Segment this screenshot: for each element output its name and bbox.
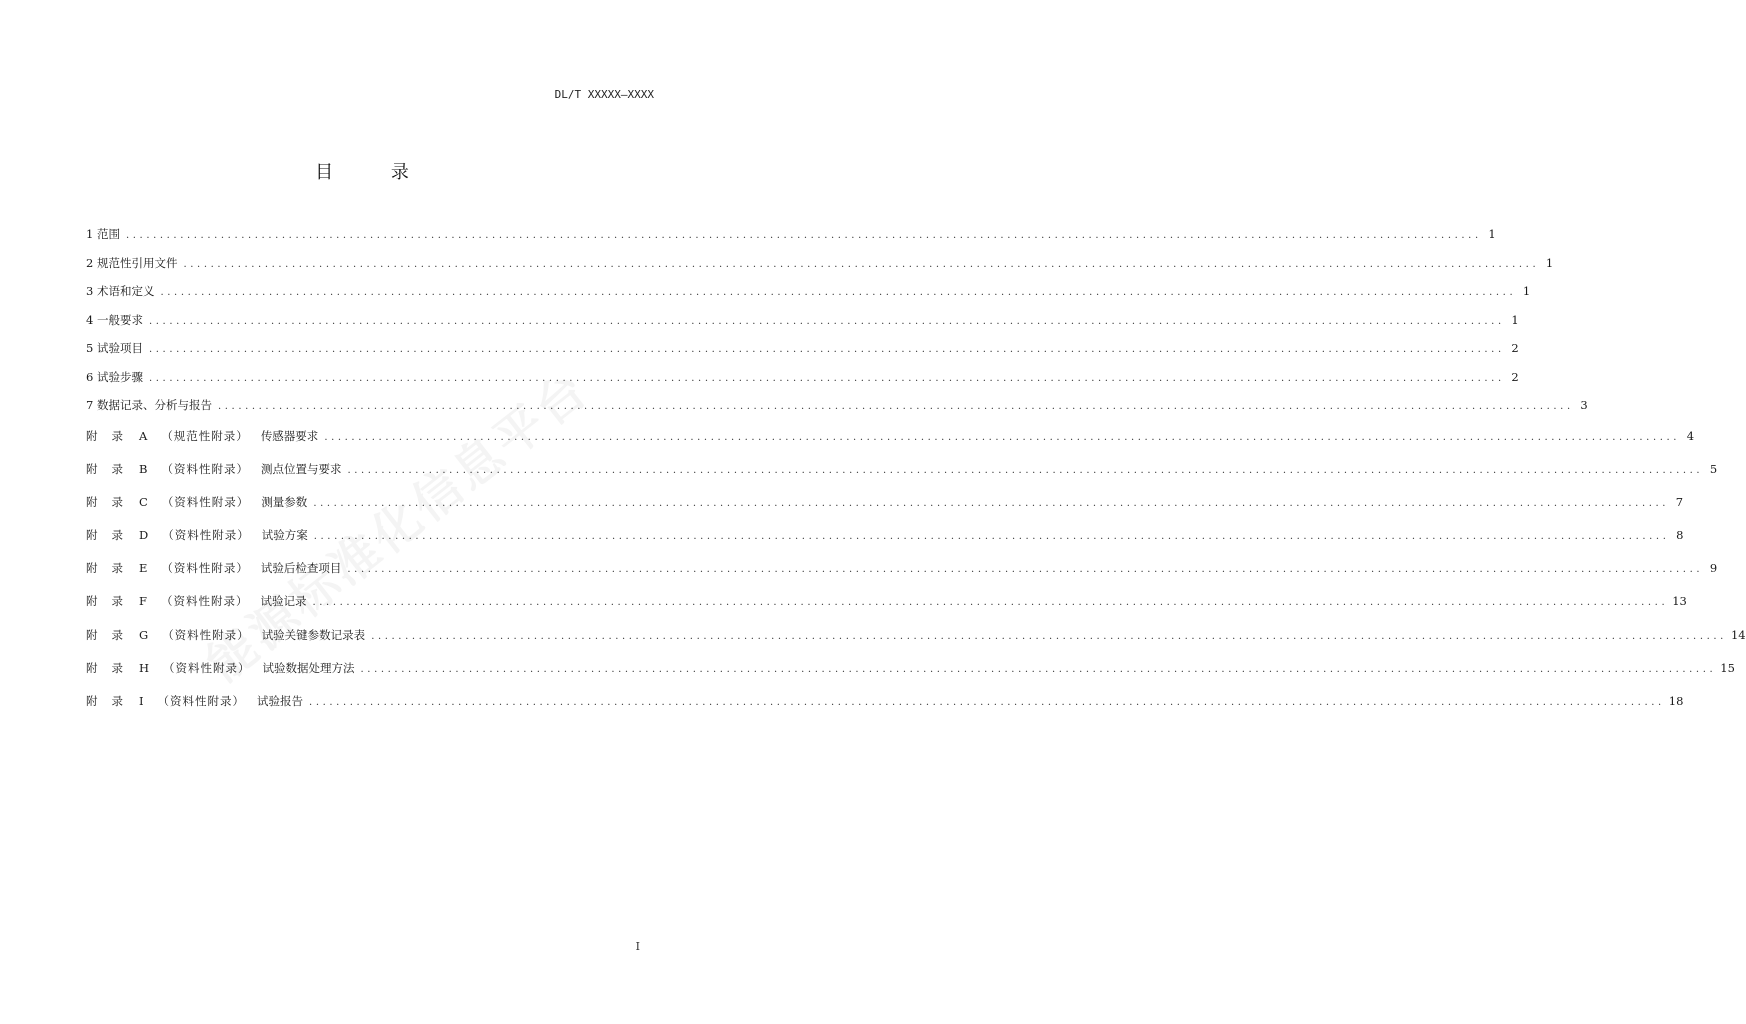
appendix-prefix: 附录: [86, 461, 137, 476]
toc-entry-page: 7: [1675, 494, 1684, 509]
appendix-letter: C: [139, 494, 148, 509]
dot-leader: ........................................................................................................................................................................................................: [183, 258, 1540, 270]
appendix-type: （资料性附录）: [162, 627, 250, 642]
appendix-type: （资料性附录）: [160, 594, 249, 609]
appendix-title: 测量参数: [261, 494, 308, 509]
toc-appendix-b[interactable]: [86, 453, 1718, 486]
appendix-letter: E: [139, 561, 148, 576]
dot-leader: ........................................................................................................................................................................................................: [312, 597, 1669, 609]
dot-leader: ........................................................................................................................................................................................................: [309, 697, 1665, 708]
toc-entry[interactable]: [86, 306, 1519, 335]
dot-leader: ........................................................................................................................................................................................................: [160, 287, 1517, 298]
toc-entry-page: 2: [1511, 369, 1519, 384]
appendix-letter: A: [139, 428, 148, 443]
toc-entry-page: 8: [1676, 528, 1684, 543]
toc-appendix-d[interactable]: [86, 519, 1684, 552]
toc-entry[interactable]: [86, 363, 1519, 392]
appendix-title: 试验数据处理方法: [262, 660, 355, 675]
appendix-prefix: 附录: [86, 627, 137, 642]
toc-entry-page: 1: [1511, 312, 1519, 327]
appendix-letter: B: [139, 461, 148, 476]
dot-leader: ........................................................................................................................................................................................................: [125, 230, 1482, 241]
toc-entry-page: 18: [1668, 694, 1684, 708]
toc-appendix-h[interactable]: [86, 652, 1735, 685]
appendix-prefix: 附录: [86, 428, 137, 443]
appendix-title: 试验方案: [261, 528, 308, 543]
toc-entry[interactable]: [86, 334, 1519, 363]
toc-entry-page: 4: [1686, 428, 1695, 443]
appendix-title: 传感器要求: [260, 428, 319, 443]
toc-entry-label: 1 范围: [86, 227, 120, 241]
page-title: 目 录: [315, 162, 435, 183]
toc-entry-page: 13: [1672, 594, 1687, 609]
dot-leader: ........................................................................................................................................................................................................: [347, 464, 1704, 476]
page-number: I: [635, 940, 640, 953]
toc-entry-page: 1: [1545, 255, 1554, 270]
dot-leader: ........................................................................................................................................................................................................: [324, 431, 1681, 443]
appendix-type: （资料性附录）: [162, 528, 250, 543]
appendix-letter: H: [139, 660, 150, 675]
dot-leader: ........................................................................................................................................................................................................: [148, 372, 1505, 384]
toc-entry-label: 4 一般要求: [86, 312, 143, 327]
toc-appendix-g[interactable]: [86, 619, 1746, 652]
appendix-letter: F: [139, 594, 147, 609]
appendix-prefix: 附录: [86, 594, 137, 609]
dot-leader: ........................................................................................................................................................................................................: [347, 564, 1704, 576]
toc-entry-label: 7 数据记录、分析与报告: [86, 398, 212, 412]
dot-leader: ........................................................................................................................................................................................................: [148, 315, 1505, 327]
toc-entry-page: 1: [1522, 284, 1531, 298]
dot-leader: ........................................................................................................................................................................................................: [217, 401, 1574, 412]
appendix-prefix: 附录: [86, 694, 137, 708]
dot-leader: ........................................................................................................................................................................................................: [360, 663, 1717, 675]
toc-entry[interactable]: [86, 277, 1531, 306]
appendix-type: （规范性附录）: [161, 428, 249, 443]
document-code: DL/T XXXXX—XXXX: [554, 88, 654, 101]
appendix-prefix: 附录: [86, 528, 137, 543]
toc-entry-page: 2: [1511, 341, 1519, 355]
toc-appendix-f[interactable]: [86, 585, 1687, 618]
appendix-title: 测点位置与要求: [260, 461, 342, 476]
appendix-letter: D: [139, 528, 149, 543]
toc-appendix-a[interactable]: [86, 420, 1695, 453]
appendix-type: （资料性附录）: [157, 694, 246, 708]
toc-entry-page: 5: [1709, 461, 1718, 476]
table-of-contents: [86, 220, 1746, 718]
toc-entry-page: 9: [1709, 561, 1718, 576]
toc-entry-page: 15: [1720, 660, 1735, 675]
appendix-letter: G: [139, 627, 149, 642]
appendix-type: （资料性附录）: [161, 494, 250, 509]
appendix-prefix: 附录: [86, 494, 137, 509]
toc-entry-page: 1: [1488, 227, 1496, 241]
dot-leader: ........................................................................................................................................................................................................: [371, 630, 1727, 642]
appendix-title: 试验记录: [260, 594, 307, 609]
toc-entry[interactable]: [86, 220, 1496, 249]
appendix-title: 试验关键参数记录表: [261, 627, 366, 642]
dot-leader: ........................................................................................................................................................................................................: [313, 497, 1670, 509]
appendix-prefix: 附录: [86, 561, 137, 576]
toc-appendix-i[interactable]: [86, 685, 1684, 718]
appendix-prefix: 附录: [86, 660, 137, 675]
toc-entry-label: 2 规范性引用文件: [86, 255, 178, 270]
toc-appendix-c[interactable]: [86, 486, 1684, 519]
toc-entry-label: 6 试验步骤: [86, 369, 143, 384]
appendix-title: 试验后检查项目: [260, 561, 342, 576]
toc-appendix-e[interactable]: [86, 552, 1718, 585]
toc-entry[interactable]: [86, 249, 1554, 278]
toc-entry-label: 5 试验项目: [86, 341, 143, 355]
appendix-letter: I: [139, 694, 144, 708]
toc-entry-page: 3: [1580, 398, 1588, 412]
toc-entry-page: 14: [1730, 627, 1746, 642]
appendix-title: 试验报告: [257, 694, 304, 708]
toc-entry[interactable]: [86, 391, 1588, 420]
dot-leader: ........................................................................................................................................................................................................: [313, 531, 1670, 543]
appendix-type: （资料性附录）: [161, 561, 249, 576]
toc-entry-label: 3 术语和定义: [86, 284, 155, 298]
appendix-type: （资料性附录）: [161, 461, 249, 476]
appendix-type: （资料性附录）: [163, 660, 251, 675]
dot-leader: ........................................................................................................................................................................................................: [148, 344, 1505, 355]
